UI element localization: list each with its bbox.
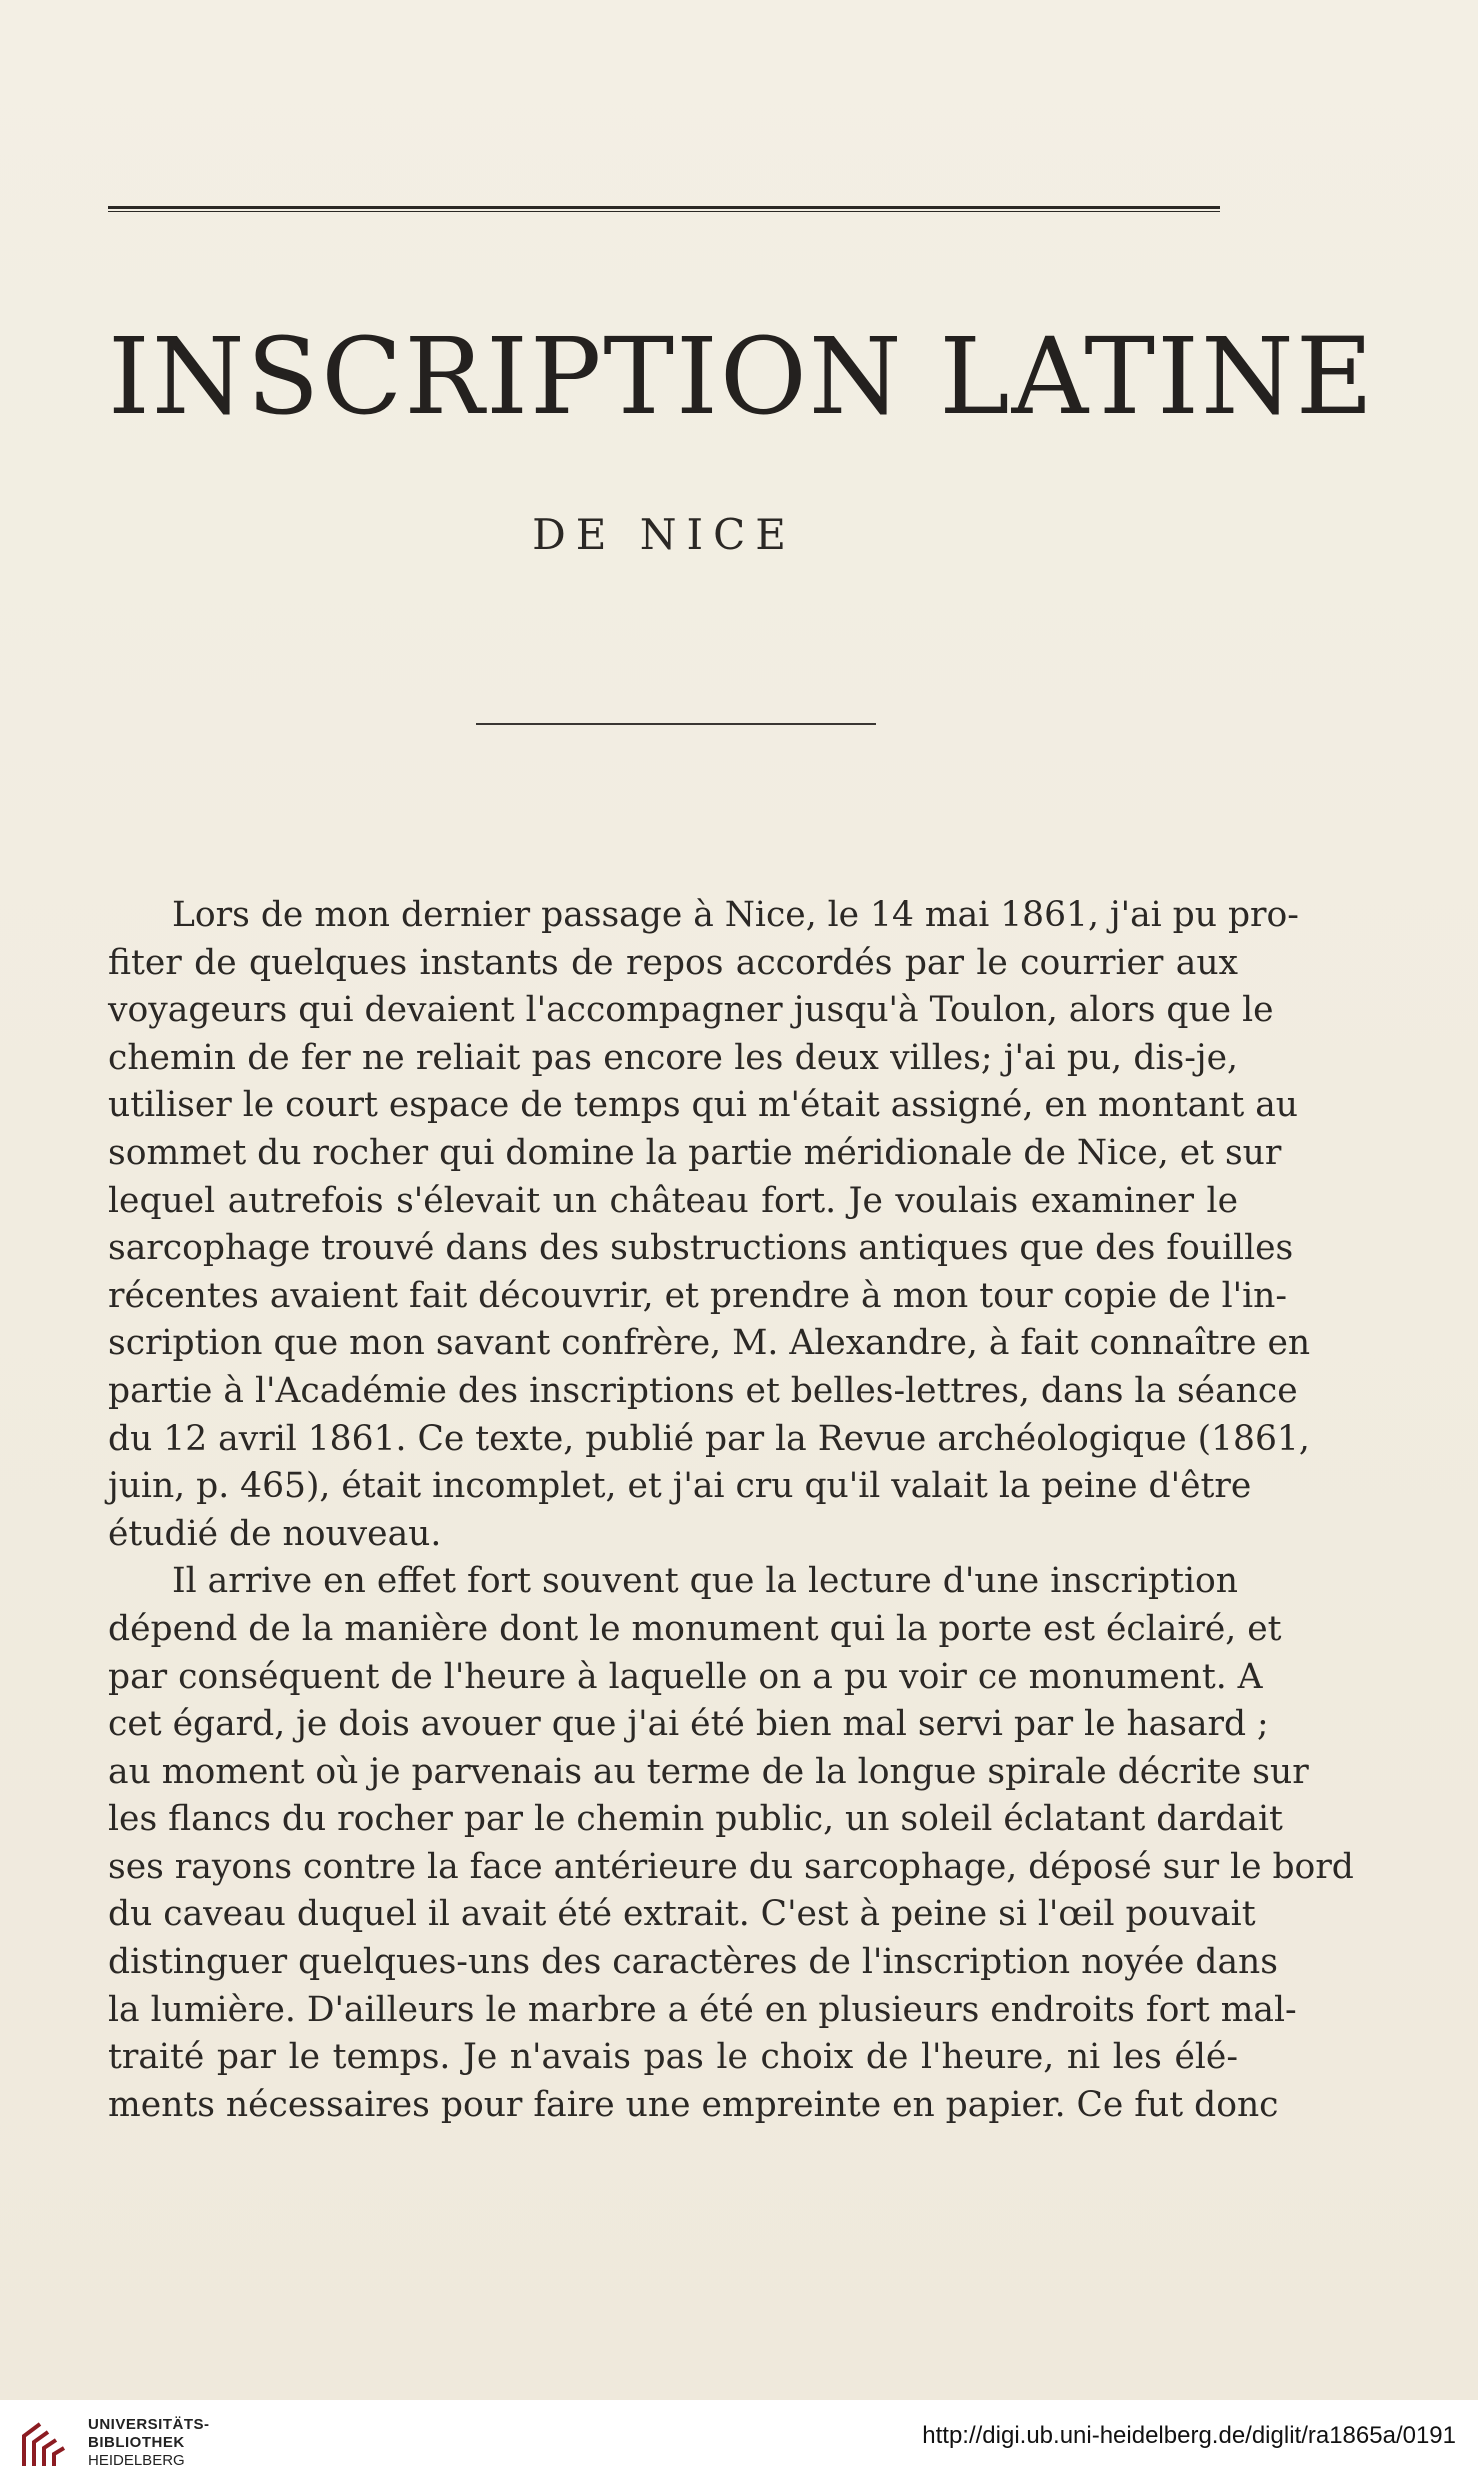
text-line: Lors de mon dernier passage à Nice, le 14 mai 1861, j'ai pu pro-	[172, 895, 1299, 935]
library-logo-icon	[18, 2416, 74, 2472]
text-line: fiter de quelques instants de repos accordés par le courrier aux	[108, 942, 1238, 983]
text-line: dépend de la manière dont le monument qui la porte est éclairé, et	[108, 1608, 1282, 1649]
library-name-line-3: HEIDELBERG	[88, 2452, 185, 2469]
library-name-line-2: BIBLIOTHEK	[88, 2434, 185, 2451]
text-line: du caveau duquel il avait été extrait. C'est à peine si l'œil pouvait	[108, 1894, 1256, 1935]
body-text	[108, 892, 1354, 2129]
library-name-line-1: UNIVERSITÄTS-	[88, 2416, 210, 2433]
viewer-footer	[0, 2400, 1478, 2489]
title-separator-rule	[476, 723, 876, 725]
text-line: les flancs du rocher par le chemin public, un soleil éclatant dardait	[108, 1799, 1283, 1840]
paragraph-2	[108, 1558, 1354, 2129]
text-line: ments nécessaires pour faire une empreinte en papier. Ce fut donc	[108, 2084, 1279, 2125]
text-line: cet égard, je dois avouer que j'ai été bien mal servi par le hasard ;	[108, 1704, 1269, 1745]
text-line: utiliser le court espace de temps qui m'était assigné, en montant au	[108, 1085, 1298, 1126]
text-line: par conséquent de l'heure à laquelle on a pu voir ce monument. A	[108, 1656, 1263, 1697]
text-line: chemin de fer ne reliait pas encore les deux villes; j'ai pu, dis-je,	[108, 1037, 1238, 1078]
text-line: traité par le temps. Je n'avais pas le choix de l'heure, ni les élé-	[108, 2037, 1238, 2078]
text-line: Il arrive en effet fort souvent que la lecture d'une inscription	[172, 1561, 1238, 1602]
text-line: ses rayons contre la face antérieure du sarcophage, déposé sur le bord	[108, 1846, 1354, 1887]
article-title: INSCRIPTION LATINE	[108, 315, 1376, 438]
text-line: récentes avaient fait découvrir, et prendre à mon tour copie de l'in-	[108, 1275, 1288, 1316]
article-subtitle: DE NICE	[532, 510, 796, 559]
text-line: partie à l'Académie des inscriptions et belles-lettres, dans la séance	[108, 1370, 1298, 1411]
text-line: au moment où je parvenais au terme de la longue spirale décrite sur	[108, 1751, 1309, 1792]
text-line: scription que mon savant confrère, M. Alexandre, à fait connaître en	[108, 1323, 1311, 1364]
text-line: lequel autrefois s'élevait un château fort. Je voulais examiner le	[108, 1180, 1238, 1221]
text-line: voyageurs qui devaient l'accompagner jusqu'à Toulon, alors que le	[108, 990, 1274, 1031]
library-name	[88, 2416, 210, 2470]
text-line: la lumière. D'ailleurs le marbre a été en plusieurs endroits fort mal-	[108, 1989, 1297, 2030]
text-line: sarcophage trouvé dans des substructions antiques que des fouilles	[108, 1228, 1294, 1269]
paragraph-1	[108, 892, 1311, 1558]
text-line: étudié de nouveau.	[108, 1513, 442, 1554]
text-line: juin, p. 465), était incomplet, et j'ai cru qu'il valait la peine d'être	[108, 1466, 1252, 1507]
header-rule	[108, 206, 1220, 212]
text-line: distinguer quelques-uns des caractères de l'inscription noyée dans	[108, 1942, 1278, 1983]
text-line: sommet du rocher qui domine la partie méridionale de Nice, et sur	[108, 1132, 1282, 1173]
permalink-url[interactable]: http://digi.ub.uni-heidelberg.de/diglit/ra1865a/0191	[922, 2422, 1456, 2449]
text-line: du 12 avril 1861. Ce texte, publié par la Revue archéologique (1861,	[108, 1418, 1310, 1459]
